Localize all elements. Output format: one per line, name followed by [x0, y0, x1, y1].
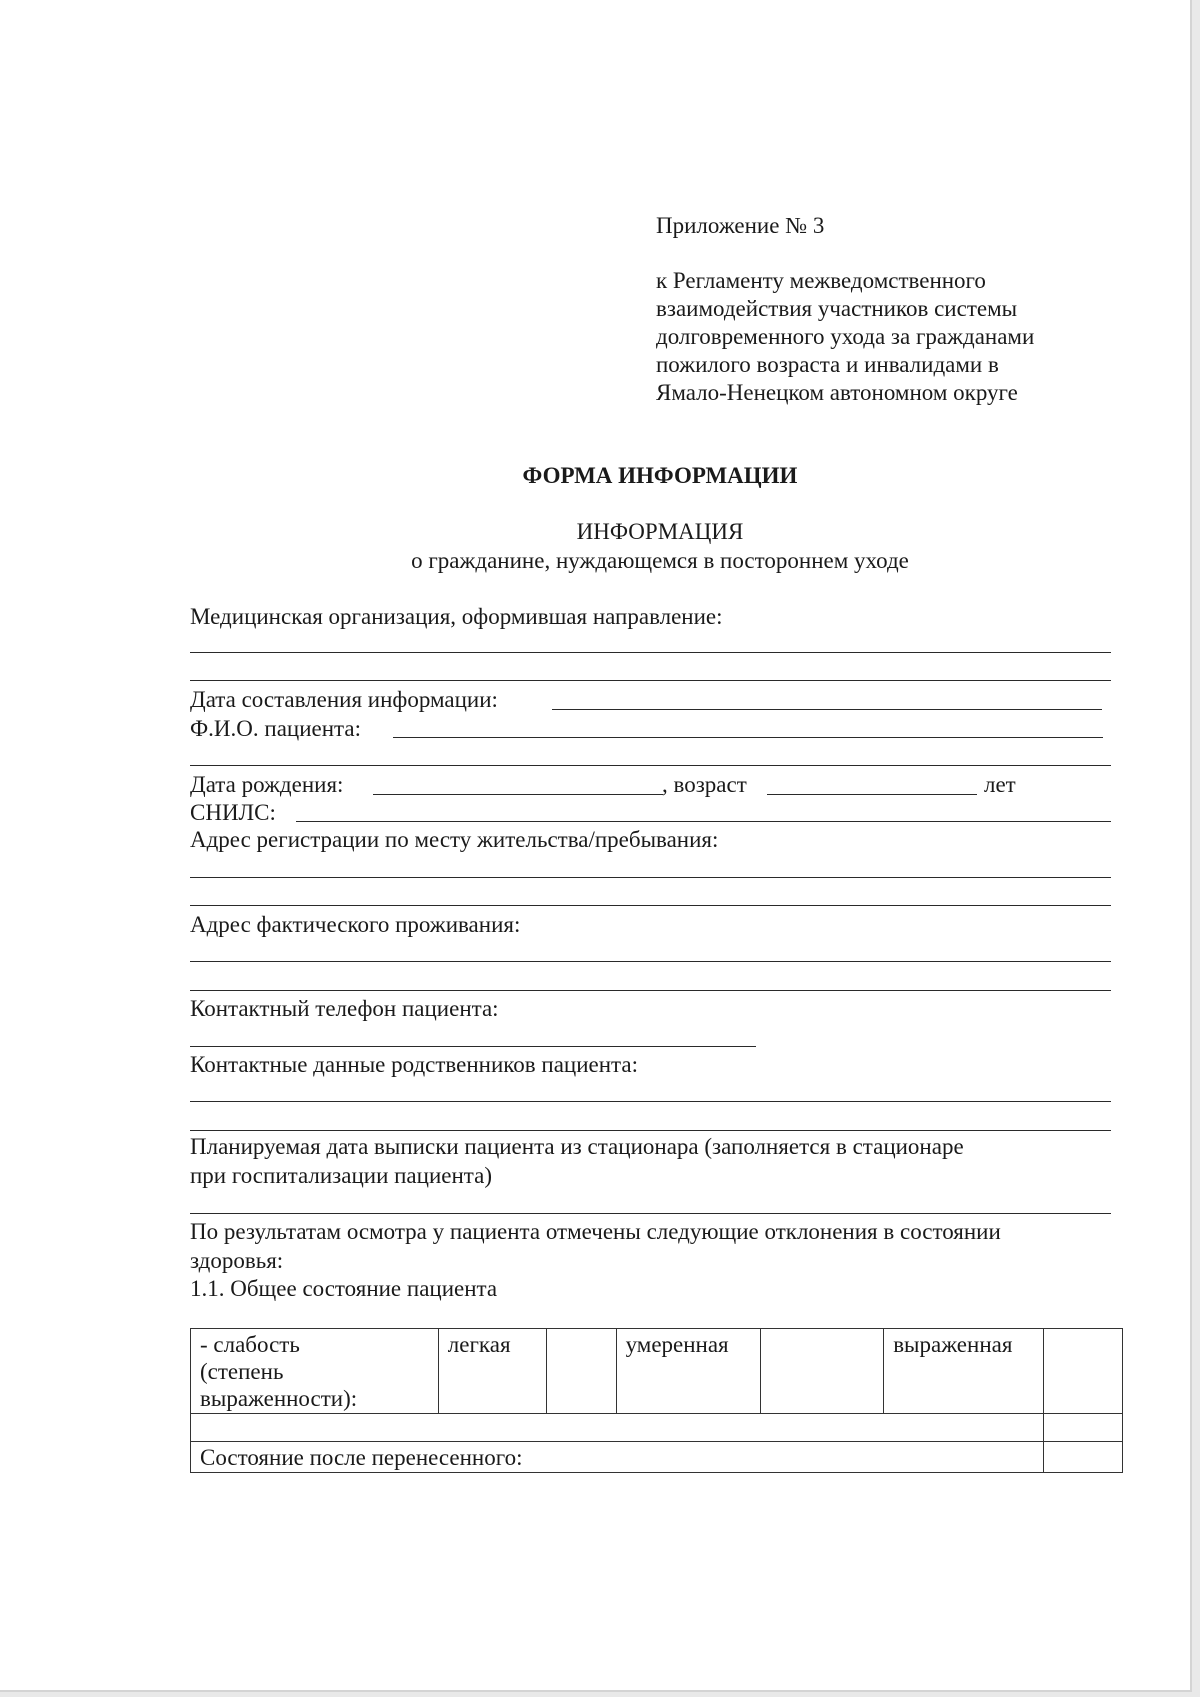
results-text: здоровья: — [190, 1248, 284, 1273]
actual-address-label: Адрес фактического проживания: — [190, 912, 521, 937]
empty-cell[interactable] — [1044, 1414, 1123, 1442]
reglament-line: Ямало-Ненецком автономном округе — [656, 380, 1018, 405]
weakness-label: (степень — [200, 1359, 284, 1384]
reglament-line: долговременного ухода за гражданами — [656, 324, 1035, 349]
weakness-label: - слабость — [200, 1332, 300, 1357]
severe-label: выраженная — [884, 1329, 1044, 1414]
date-compiled-line[interactable] — [552, 709, 1102, 710]
reglament-line: взаимодействия участников системы — [656, 296, 1018, 321]
weakness-label: выраженности): — [200, 1386, 358, 1411]
age-line[interactable] — [767, 794, 977, 795]
reg-address-line[interactable] — [190, 905, 1111, 906]
patient-name-line[interactable] — [190, 765, 1111, 766]
relatives-line[interactable] — [190, 1130, 1111, 1131]
years-label: лет — [984, 772, 1016, 797]
moderate-label: умеренная — [616, 1329, 761, 1414]
patient-name-label: Ф.И.О. пациента: — [190, 716, 361, 741]
patient-phone-label: Контактный телефон пациента: — [190, 996, 499, 1021]
severe-checkbox-cell[interactable] — [1044, 1329, 1123, 1414]
discharge-label: при госпитализации пациента) — [190, 1163, 492, 1188]
reg-address-line[interactable] — [190, 877, 1111, 878]
weakness-cell — [191, 1329, 439, 1414]
info-title: ИНФОРМАЦИЯ — [576, 519, 744, 544]
table-row — [191, 1414, 1123, 1442]
form-title: ФОРМА ИНФОРМАЦИИ — [522, 463, 798, 488]
section-heading: 1.1. Общее состояние пациента — [190, 1276, 498, 1301]
discharge-line[interactable] — [190, 1213, 1111, 1214]
med-org-label: Медицинская организация, оформившая направление: — [190, 604, 723, 629]
after-condition-cell[interactable] — [1044, 1442, 1123, 1473]
reg-address-label: Адрес регистрации по месту жительства/пребывания: — [190, 827, 719, 852]
discharge-label: Планируемая дата выписки пациента из стационара (заполняется в стационаре — [190, 1134, 964, 1159]
moderate-checkbox-cell[interactable] — [761, 1329, 884, 1414]
med-org-line[interactable] — [190, 652, 1111, 653]
actual-address-line[interactable] — [190, 990, 1111, 991]
patient-phone-line[interactable] — [190, 1046, 756, 1047]
snils-line[interactable] — [296, 821, 1111, 822]
date-compiled-label: Дата составления информации: — [190, 687, 498, 712]
results-text: По результатам осмотра у пациента отмечены следующие отклонения в состоянии — [190, 1219, 1001, 1244]
age-label: , возраст — [662, 772, 747, 797]
reglament-line: пожилого возраста и инвалидами в — [656, 352, 999, 377]
reglament-line: к Регламенту межведомственного — [656, 268, 986, 293]
mild-label: легкая — [438, 1329, 546, 1414]
snils-label: СНИЛС: — [190, 800, 276, 825]
appendix-number: Приложение № 3 — [656, 213, 825, 238]
birth-date-line[interactable] — [373, 794, 663, 795]
condition-table — [190, 1328, 1123, 1473]
after-condition-label: Состояние после перенесенного: — [191, 1442, 1044, 1473]
relatives-label: Контактные данные родственников пациента: — [190, 1052, 638, 1077]
relatives-line[interactable] — [190, 1101, 1111, 1102]
med-org-line[interactable] — [190, 680, 1111, 681]
info-subtitle: о гражданине, нуждающемся в постороннем уходе — [411, 548, 909, 573]
empty-cell[interactable] — [191, 1414, 1044, 1442]
table-row — [191, 1329, 1123, 1414]
patient-name-line[interactable] — [393, 737, 1103, 738]
mild-checkbox-cell[interactable] — [546, 1329, 616, 1414]
actual-address-line[interactable] — [190, 961, 1111, 962]
table-row — [191, 1442, 1123, 1473]
birth-date-label: Дата рождения: — [190, 772, 344, 797]
